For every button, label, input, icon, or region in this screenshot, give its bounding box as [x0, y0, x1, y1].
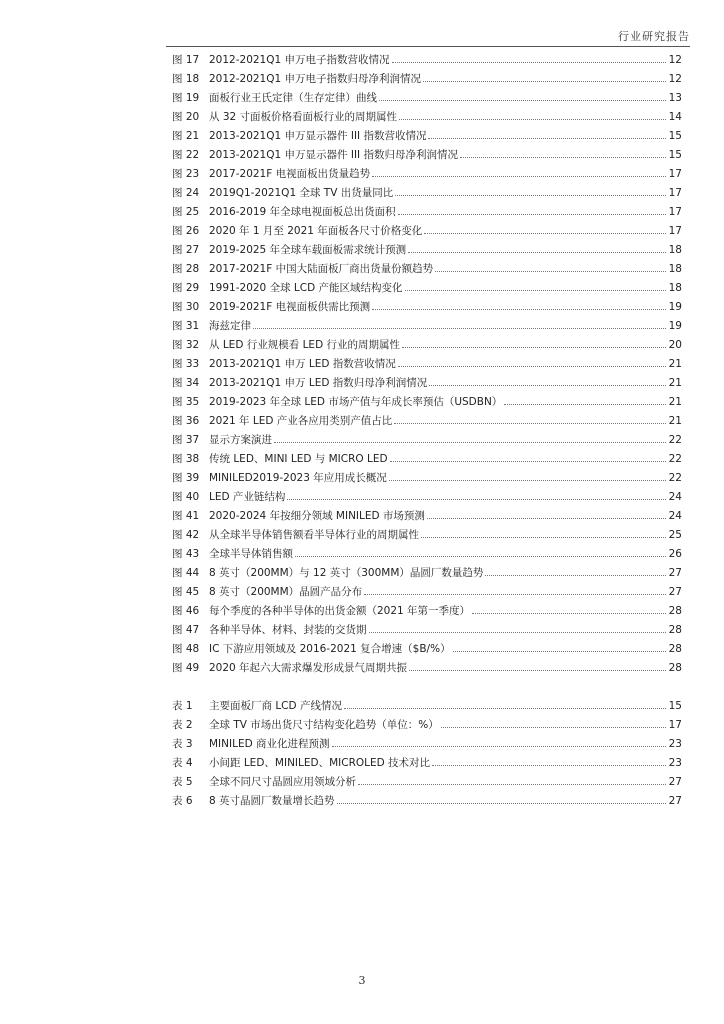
entry-label: 图 18 — [172, 73, 200, 85]
report-header-label: 行业研究报告 — [618, 30, 690, 43]
entry-label: 图 33 — [172, 358, 200, 370]
entry-label: 图 41 — [172, 510, 200, 522]
entry-label: 图 30 — [172, 301, 200, 313]
dot-leader — [398, 214, 666, 215]
figure-entry[interactable] — [172, 507, 682, 526]
entry-title: 每个季度的各种半导体的出货金额（2021 年第一季度） — [209, 605, 471, 617]
entry-title: 1991-2020 全球 LCD 产能区域结构变化 — [209, 282, 403, 294]
entry-label: 图 37 — [172, 434, 200, 446]
entry-page-number: 23 — [668, 757, 682, 769]
entry-page-number: 15 — [668, 130, 682, 142]
entry-label: 图 42 — [172, 529, 200, 541]
entry-label: 图 46 — [172, 605, 200, 617]
entry-title: 2017-2021F 中国大陆面板厂商出货量份额趋势 — [209, 263, 434, 275]
entry-page-number: 27 — [668, 586, 682, 598]
figure-entry[interactable] — [172, 374, 682, 393]
entry-label: 图 32 — [172, 339, 200, 351]
entry-page-number: 21 — [668, 415, 682, 427]
entry-page-number: 20 — [668, 339, 682, 351]
entry-title: MINILED2019-2023 年应用成长概况 — [209, 472, 387, 484]
figure-entry[interactable] — [172, 564, 682, 583]
figure-entry[interactable] — [172, 621, 682, 640]
figure-entry[interactable] — [172, 640, 682, 659]
entry-title: IC 下游应用领域及 2016-2021 复合增速（$B/%） — [209, 643, 451, 655]
dot-leader — [332, 746, 666, 747]
entry-label: 图 38 — [172, 453, 200, 465]
dot-leader — [424, 233, 666, 234]
entry-page-number: 24 — [668, 510, 682, 522]
table-entry[interactable] — [172, 773, 682, 792]
table-entry[interactable] — [172, 754, 682, 773]
figure-entry[interactable] — [172, 602, 682, 621]
entry-page-number: 15 — [668, 700, 682, 712]
entry-page-number: 19 — [668, 320, 682, 332]
dot-leader — [390, 461, 666, 462]
entry-page-number: 27 — [668, 567, 682, 579]
entry-label: 图 47 — [172, 624, 200, 636]
entry-title: 全球不同尺寸晶圆应用领域分析 — [209, 776, 356, 788]
entry-label: 图 43 — [172, 548, 200, 560]
entry-title: 2020-2024 年按细分领域 MINILED 市场预测 — [209, 510, 425, 522]
entry-page-number: 13 — [668, 92, 682, 104]
entry-page-number: 19 — [668, 301, 682, 313]
entry-title: 2020 年 1 月至 2021 年面板各尺寸价格变化 — [209, 225, 423, 237]
entry-page-number: 14 — [668, 111, 682, 123]
entry-page-number: 28 — [668, 605, 682, 617]
entry-label: 图 49 — [172, 662, 200, 674]
entry-label: 表 3 — [172, 738, 193, 750]
entry-page-number: 18 — [668, 282, 682, 294]
entry-page-number: 22 — [668, 434, 682, 446]
entry-label: 图 17 — [172, 54, 200, 66]
entry-title: 2013-2021Q1 申万显示器件 III 指数归母净利润情况 — [209, 149, 458, 161]
entry-title: 2012-2021Q1 申万电子指数营收情况 — [209, 54, 390, 66]
entry-title: 8 英寸（200MM）与 12 英寸（300MM）晶圆厂数量趋势 — [209, 567, 484, 579]
entry-label: 表 4 — [172, 757, 193, 769]
entry-label: 图 27 — [172, 244, 200, 256]
entry-page-number: 12 — [668, 54, 682, 66]
entry-title: 2013-2021Q1 申万 LED 指数营收情况 — [209, 358, 396, 370]
dot-leader — [460, 157, 666, 158]
figure-entry[interactable] — [172, 241, 682, 260]
entry-title: 面板行业王氏定律（生存定律）曲线 — [209, 92, 377, 104]
entry-label: 图 19 — [172, 92, 200, 104]
figure-entry[interactable] — [172, 298, 682, 317]
entry-title: 8 英寸（200MM）晶圆产品分布 — [209, 586, 363, 598]
entry-page-number: 17 — [668, 719, 682, 731]
figure-index — [172, 51, 682, 678]
entry-page-number: 25 — [668, 529, 682, 541]
entry-page-number: 18 — [668, 244, 682, 256]
dot-leader — [504, 404, 666, 405]
entry-title: 主要面板厂商 LCD 产线情况 — [209, 700, 342, 712]
entry-page-number: 28 — [668, 624, 682, 636]
entry-page-number: 21 — [668, 358, 682, 370]
figure-entry[interactable] — [172, 51, 682, 70]
figure-entry[interactable] — [172, 317, 682, 336]
entry-title: 各种半导体、材料、封装的交货期 — [209, 624, 367, 636]
dot-leader — [358, 784, 666, 785]
table-entry[interactable] — [172, 716, 682, 735]
entry-label: 图 21 — [172, 130, 200, 142]
entry-page-number: 21 — [668, 396, 682, 408]
entry-page-number: 18 — [668, 263, 682, 275]
entry-label: 图 34 — [172, 377, 200, 389]
dot-leader — [398, 366, 666, 367]
entry-title: 2021 年 LED 产业各应用类别产值占比 — [209, 415, 393, 427]
dot-leader — [295, 556, 666, 557]
figure-entry[interactable] — [172, 146, 682, 165]
entry-label: 图 26 — [172, 225, 200, 237]
figure-entry[interactable] — [172, 336, 682, 355]
dot-leader — [287, 499, 666, 500]
entry-label: 图 39 — [172, 472, 200, 484]
entry-label: 图 40 — [172, 491, 200, 503]
figure-entry[interactable] — [172, 127, 682, 146]
entry-title: 从 LED 行业规模看 LED 行业的周期属性 — [209, 339, 400, 351]
table-index — [172, 697, 682, 811]
entry-page-number: 17 — [668, 206, 682, 218]
figure-entry[interactable] — [172, 89, 682, 108]
dot-leader — [408, 252, 666, 253]
dot-leader — [253, 328, 666, 329]
entry-title: 全球 TV 市场出货尺寸结构变化趋势（单位：%） — [209, 719, 439, 731]
entry-title: 显示方案演进 — [209, 434, 272, 446]
entry-page-number: 15 — [668, 149, 682, 161]
table-entry[interactable] — [172, 792, 682, 811]
table-entry[interactable] — [172, 697, 682, 716]
entry-title: 从全球半导体销售额看半导体行业的周期属性 — [209, 529, 419, 541]
dot-leader — [402, 347, 666, 348]
entry-label: 表 2 — [172, 719, 193, 731]
figure-entry[interactable] — [172, 469, 682, 488]
entry-page-number: 23 — [668, 738, 682, 750]
dot-leader — [421, 537, 666, 538]
entry-label: 图 31 — [172, 320, 200, 332]
figure-entry[interactable] — [172, 545, 682, 564]
figure-entry[interactable] — [172, 583, 682, 602]
entry-title: 2019-2025 年全球车载面板需求统计预测 — [209, 244, 407, 256]
entry-label: 图 48 — [172, 643, 200, 655]
figure-entry[interactable] — [172, 488, 682, 507]
entry-label: 图 44 — [172, 567, 200, 579]
dot-leader — [364, 594, 666, 595]
figure-entry[interactable] — [172, 659, 682, 678]
dot-leader — [435, 271, 666, 272]
dot-leader — [395, 195, 666, 196]
entry-title: 2017-2021F 电视面板出货量趋势 — [209, 168, 371, 180]
entry-page-number: 12 — [668, 73, 682, 85]
entry-label: 图 29 — [172, 282, 200, 294]
header-rule — [166, 46, 690, 47]
figure-entry[interactable] — [172, 203, 682, 222]
figure-entry[interactable] — [172, 355, 682, 374]
entry-page-number: 17 — [668, 168, 682, 180]
entry-title: 2016-2019 年全球电视面板总出货面积 — [209, 206, 396, 218]
figure-entry[interactable] — [172, 412, 682, 431]
figure-entry[interactable] — [172, 165, 682, 184]
figure-entry[interactable] — [172, 431, 682, 450]
entry-page-number: 17 — [668, 187, 682, 199]
figure-entry[interactable] — [172, 526, 682, 545]
dot-leader — [274, 442, 666, 443]
entry-label: 图 36 — [172, 415, 200, 427]
dot-leader — [337, 803, 666, 804]
entry-page-number: 28 — [668, 643, 682, 655]
entry-title: 全球半导体销售额 — [209, 548, 293, 560]
dot-leader — [427, 518, 666, 519]
entry-title: 小间距 LED、MINILED、MICROLED 技术对比 — [209, 757, 431, 769]
figure-entry[interactable] — [172, 108, 682, 127]
entry-page-number: 17 — [668, 225, 682, 237]
entry-title: LED 产业链结构 — [209, 491, 286, 503]
entry-label: 图 25 — [172, 206, 200, 218]
entry-title: 2019-2023 年全球 LED 市场产值与年成长率预估（USDBN） — [209, 396, 503, 408]
dot-leader — [372, 176, 666, 177]
dot-leader — [453, 651, 666, 652]
dot-leader — [392, 62, 666, 63]
entry-page-number: 24 — [668, 491, 682, 503]
figure-entry[interactable] — [172, 260, 682, 279]
entry-label: 图 45 — [172, 586, 200, 598]
dot-leader — [344, 708, 666, 709]
entry-title: 2020 年起六大需求爆发形成景气周期共振 — [209, 662, 408, 674]
dot-leader — [389, 480, 666, 481]
entry-label: 表 1 — [172, 700, 193, 712]
entry-label: 表 6 — [172, 795, 193, 807]
dot-leader — [405, 290, 666, 291]
dot-leader — [423, 81, 666, 82]
entry-title: 传统 LED、MINI LED 与 MICRO LED — [209, 453, 388, 465]
entry-label: 图 23 — [172, 168, 200, 180]
dot-leader — [472, 613, 666, 614]
entry-title: 2013-2021Q1 申万 LED 指数归母净利润情况 — [209, 377, 428, 389]
entry-label: 表 5 — [172, 776, 193, 788]
figure-entry[interactable] — [172, 184, 682, 203]
entry-label: 图 28 — [172, 263, 200, 275]
dot-leader — [369, 632, 667, 633]
entry-title: 2019-2021F 电视面板供需比预测 — [209, 301, 371, 313]
entry-title: 2019Q1-2021Q1 全球 TV 出货量同比 — [209, 187, 394, 199]
entry-title: 从 32 寸面板价格看面板行业的周期属性 — [209, 111, 398, 123]
entry-label: 图 35 — [172, 396, 200, 408]
entry-page-number: 27 — [668, 776, 682, 788]
dot-leader — [429, 385, 666, 386]
entry-label: 图 20 — [172, 111, 200, 123]
entry-title: 2013-2021Q1 申万显示器件 III 指数营收情况 — [209, 130, 427, 142]
entry-page-number: 22 — [668, 472, 682, 484]
dot-leader — [441, 727, 666, 728]
page-number: 3 — [358, 974, 366, 987]
figure-entry[interactable] — [172, 279, 682, 298]
entry-label: 图 22 — [172, 149, 200, 161]
dot-leader — [428, 138, 666, 139]
entry-page-number: 28 — [668, 662, 682, 674]
dot-leader — [409, 670, 666, 671]
figure-entry[interactable] — [172, 393, 682, 412]
entry-title: 2012-2021Q1 申万电子指数归母净利润情况 — [209, 73, 422, 85]
entry-label: 图 24 — [172, 187, 200, 199]
entry-page-number: 21 — [668, 377, 682, 389]
entry-title: 海兹定律 — [209, 320, 251, 332]
entry-page-number: 26 — [668, 548, 682, 560]
dot-leader — [372, 309, 666, 310]
entry-page-number: 27 — [668, 795, 682, 807]
figure-entry[interactable] — [172, 70, 682, 89]
dot-leader — [379, 100, 666, 101]
entry-title: 8 英寸晶圆厂数量增长趋势 — [209, 795, 335, 807]
table-entry[interactable] — [172, 735, 682, 754]
dot-leader — [432, 765, 666, 766]
figure-entry[interactable] — [172, 222, 682, 241]
dot-leader — [485, 575, 666, 576]
dot-leader — [399, 119, 666, 120]
figure-entry[interactable] — [172, 450, 682, 469]
dot-leader — [394, 423, 666, 424]
entry-title: MINILED 商业化进程预测 — [209, 738, 330, 750]
entry-page-number: 22 — [668, 453, 682, 465]
